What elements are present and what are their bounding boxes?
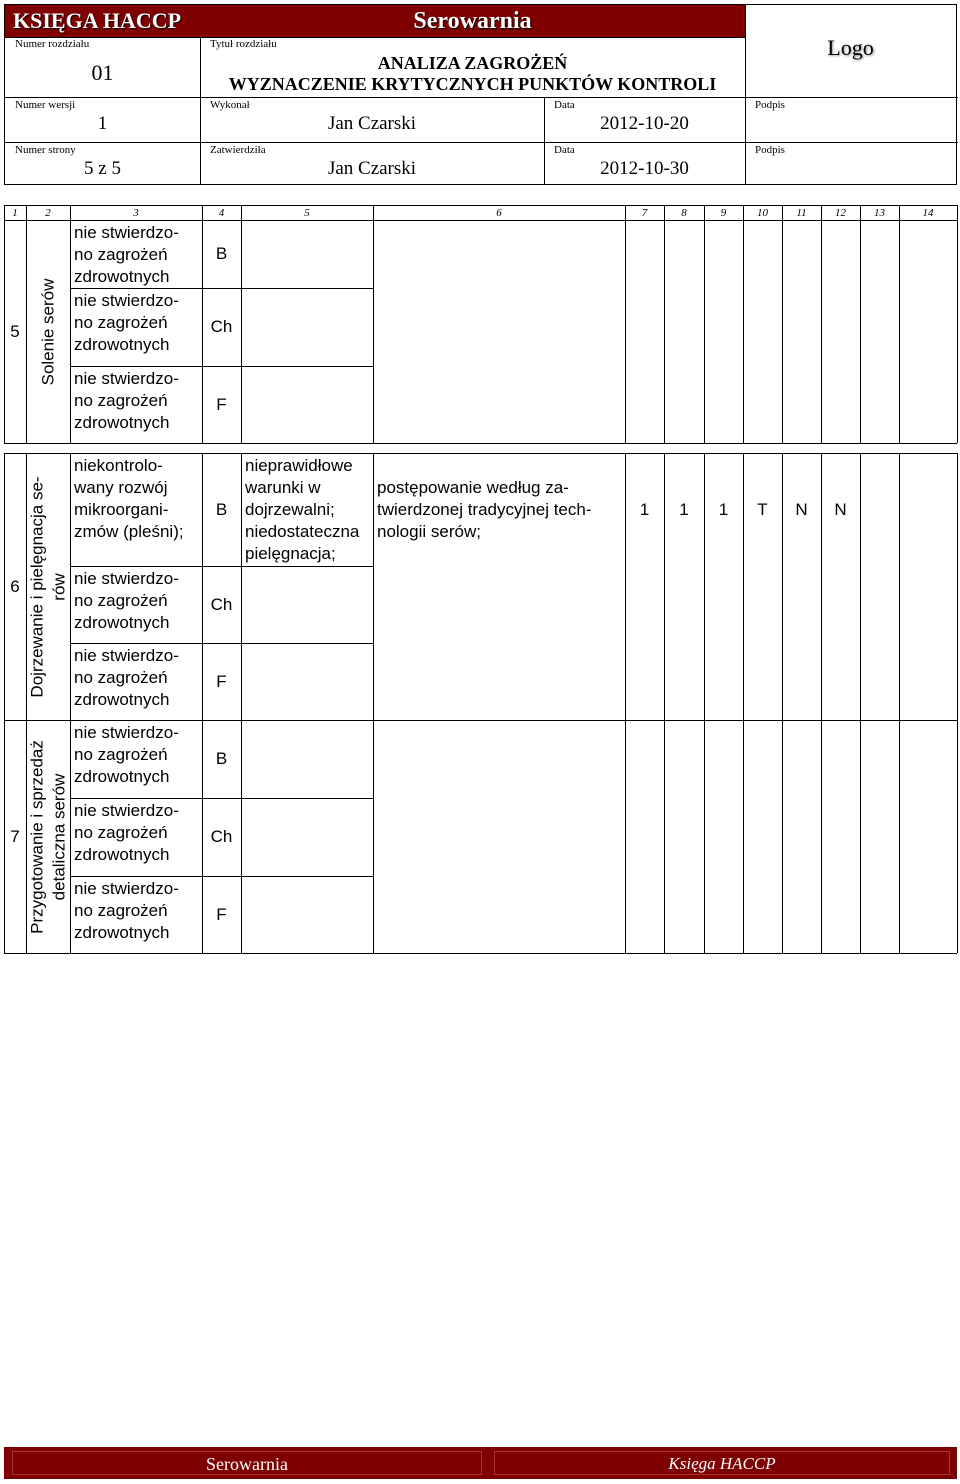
grid-line: [957, 453, 958, 720]
hazard-type: F: [216, 671, 227, 691]
version-value: 1: [97, 113, 108, 134]
grid-line: [704, 720, 705, 953]
hazard-type: B: [215, 500, 228, 519]
page-label: Numer strony: [15, 144, 76, 156]
hazard-description: nie stwierdzo- no zagrożeń zdrowotnych: [74, 223, 179, 286]
grid-line: [241, 220, 242, 443]
document-header: [4, 4, 957, 185]
risk-score: T: [757, 500, 768, 519]
grid-line: [704, 453, 705, 720]
hazard-type: B: [215, 244, 228, 263]
date1-value: 2012-10-20: [600, 113, 689, 134]
column-number: 4: [218, 207, 225, 219]
grid-line: [957, 220, 958, 443]
grid-line: [821, 720, 822, 953]
hazard-type: Ch: [210, 827, 233, 846]
grid-line: [4, 720, 957, 721]
grid-line: [373, 453, 374, 720]
version-label: Numer wersji: [15, 99, 76, 111]
sign1-label: Podpis: [755, 99, 785, 111]
section-title-line2: WYZNACZENIE KRYTYCZNYCH PUNKTÓW KONTROLI: [228, 74, 717, 94]
hazard-description: nie stwierdzo- no zagrożeń zdrowotnych: [74, 369, 179, 432]
grid-line: [899, 453, 900, 720]
grid-line: [70, 798, 373, 799]
logo: Logo: [827, 35, 874, 60]
row-number: 5: [10, 321, 20, 341]
column-number: 12: [835, 207, 846, 219]
page-footer: [4, 1447, 957, 1479]
grid-line: [821, 220, 822, 443]
hazard-description: niekontrolo- wany rozwój mikroorgani- zmów (pleśni);: [74, 456, 184, 541]
grid-line: [70, 876, 373, 877]
section-number-label: Numer rozdziału: [15, 38, 90, 50]
hazard-type: Ch: [210, 594, 233, 614]
grid-line: [860, 720, 861, 953]
column-number: 1: [12, 207, 18, 219]
column-number: 9: [720, 207, 727, 219]
preventive-action: postępowanie według za- twierdzonej tradycyjnej tech- nologii serów;: [377, 478, 592, 541]
hazard-type: Ch: [210, 317, 233, 336]
grid-line: [899, 220, 900, 443]
grid-line: [4, 205, 957, 206]
hazard-description: nie stwierdzo- no zagrożeń zdrowotnych: [74, 569, 179, 632]
date2-label: Data: [554, 144, 575, 156]
footer-left-text: Serowarnia: [12, 1451, 482, 1475]
section-title-label: Tytuł rozdziału: [210, 38, 277, 50]
grid-line: [625, 220, 626, 443]
grid-line: [664, 720, 665, 953]
column-number: 13: [874, 207, 885, 219]
grid-line: [743, 220, 744, 443]
grid-line: [373, 720, 374, 953]
hazard-description: nie stwierdzo- no zagrożeń zdrowotnych: [74, 646, 179, 709]
column-number: 14: [922, 207, 934, 219]
grid-line: [743, 453, 744, 720]
risk-score: N: [834, 500, 847, 519]
risk-score: 1: [639, 500, 650, 519]
column-number: 8: [681, 207, 687, 219]
department-title-bar: Serowarnia: [200, 5, 745, 37]
grid-line: [957, 720, 958, 953]
column-number: 5: [304, 207, 310, 219]
grid-line: [782, 720, 783, 953]
column-number: 3: [133, 207, 139, 219]
grid-line: [664, 220, 665, 443]
made-by-label: Wykonał: [210, 99, 250, 111]
grid-line: [625, 720, 626, 953]
hazard-description: nie stwierdzo- no zagrożeń zdrowotnych: [74, 879, 179, 942]
grid-line: [860, 220, 861, 443]
approved-label: Zatwierdziła: [210, 144, 266, 156]
grid-line: [241, 453, 242, 720]
grid-line: [899, 720, 900, 953]
row-number: 7: [10, 826, 20, 846]
page-value: 5 z 5: [84, 158, 121, 179]
column-number: 6: [496, 207, 502, 219]
hazard-description: nie stwierdzo- no zagrożeń zdrowotnych: [74, 801, 179, 864]
section-title-line1: ANALIZA ZAGROŻEŃ: [377, 53, 568, 73]
grid-line: [860, 453, 861, 720]
date2-value: 2012-10-30: [600, 158, 689, 179]
stage-name: Dojrzewanie i pielęgnacja se- rów: [27, 475, 68, 698]
grid-line: [4, 443, 957, 444]
grid-line: [664, 453, 665, 720]
column-number: 7: [641, 207, 648, 219]
hazard-description: nie stwierdzo- no zagrożeń zdrowotnych: [74, 723, 179, 786]
risk-score: 1: [679, 500, 689, 519]
date1-label: Data: [554, 99, 575, 111]
grid-line: [782, 453, 783, 720]
column-number: 2: [45, 207, 51, 219]
row-number: 6: [10, 576, 20, 596]
grid-line: [704, 220, 705, 443]
grid-line: [4, 953, 957, 954]
stage-name: Solenie serów: [38, 278, 57, 385]
stage-name: Przygotowanie i sprzedaż detaliczna serów: [27, 739, 68, 934]
grid-line: [782, 220, 783, 443]
grid-line: [4, 220, 957, 221]
grid-line: [70, 643, 373, 644]
grid-line: [70, 366, 373, 367]
approved-value: Jan Czarski: [327, 158, 417, 179]
column-number: 10: [757, 207, 768, 219]
grid-line: [241, 720, 242, 953]
grid-line: [241, 566, 373, 567]
hazard-type: F: [216, 904, 227, 924]
footer-right-text: Księga HACCP: [494, 1451, 950, 1475]
grid-line: [625, 453, 626, 720]
grid-line: [70, 288, 373, 289]
grid-line: [821, 453, 822, 720]
grid-line: [743, 720, 744, 953]
hazard-type: F: [216, 394, 227, 414]
grid-line: [373, 220, 374, 443]
risk-score: N: [795, 500, 808, 519]
sign2-label: Podpis: [755, 144, 785, 156]
risk-score: 1: [718, 500, 729, 519]
column-number: 11: [796, 207, 807, 219]
hazard-cause: nieprawidłowe warunki w dojrzewalni; niedostateczna pielęgnacja;: [245, 456, 360, 563]
book-title-bar: KSIĘGA HACCP: [5, 5, 200, 37]
grid-line: [957, 205, 958, 220]
hazard-description: nie stwierdzo- no zagrożeń zdrowotnych: [74, 291, 179, 354]
section-number: 01: [91, 60, 114, 85]
hazard-type: B: [215, 749, 228, 768]
grid-line: [4, 453, 957, 454]
made-by-value: Jan Czarski: [327, 113, 417, 134]
